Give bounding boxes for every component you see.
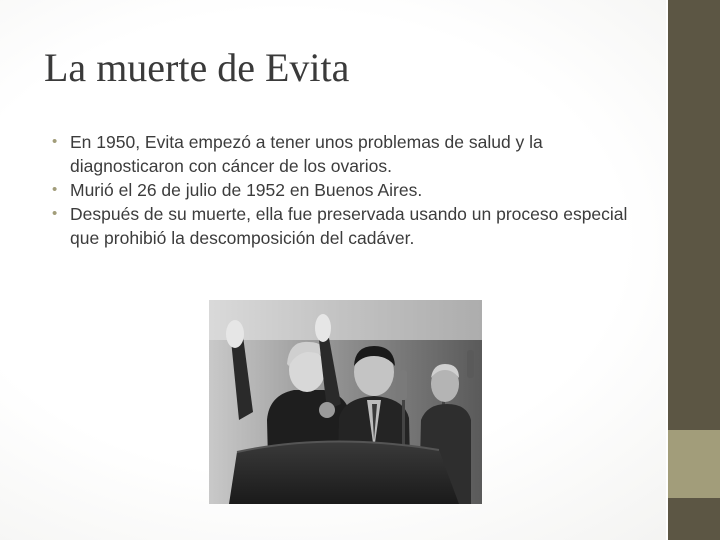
bullet-icon: • — [52, 133, 58, 150]
bullet-item — [52, 130, 652, 178]
photograph-icon — [209, 300, 482, 504]
bullet-item — [52, 178, 652, 202]
bullet-icon: • — [52, 181, 58, 198]
bullet-text: Murió el 26 de julio de 1952 en Buenos Aires. — [70, 180, 423, 200]
bullet-text: Después de su muerte, ella fue preservada usando un proceso especial que prohibió la descomposición del cadáver. — [70, 204, 628, 248]
podium — [229, 441, 459, 504]
bullet-text: En 1950, Evita empezó a tener unos problemas de salud y la diagnosticaron con cáncer de los ovarios. — [70, 132, 543, 176]
sidebar-accent-block — [668, 430, 720, 498]
bullet-list — [52, 130, 652, 250]
bullet-icon: • — [52, 205, 58, 222]
bullet-item — [52, 202, 652, 250]
slide-title: La muerte de Evita — [44, 45, 350, 90]
